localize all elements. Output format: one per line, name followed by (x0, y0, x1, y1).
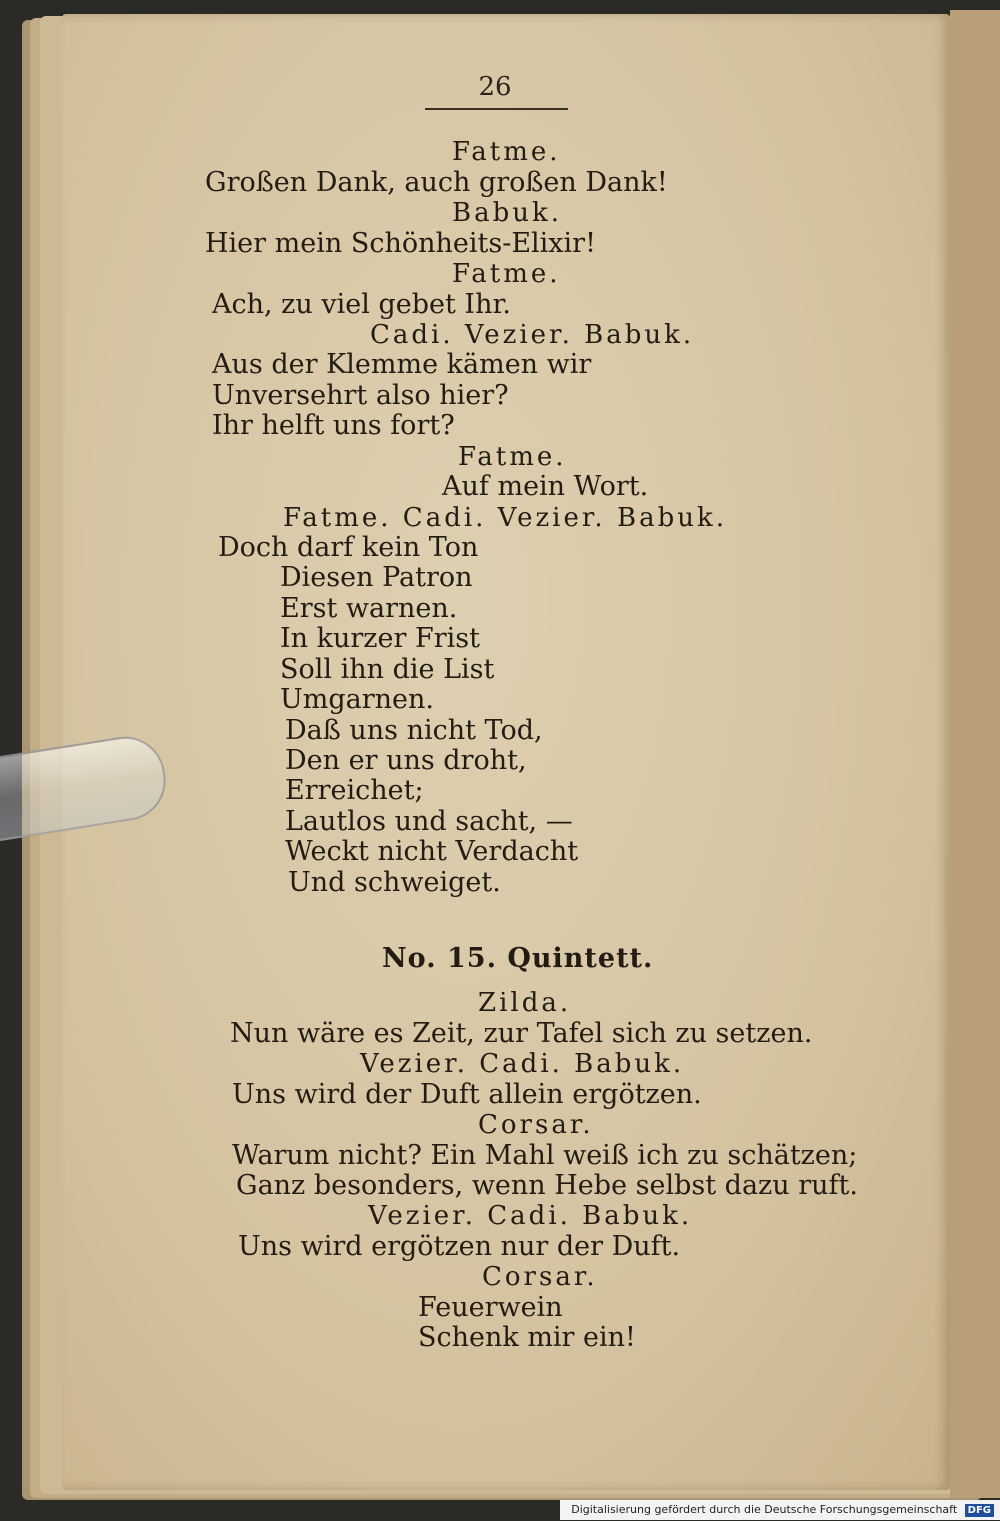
verse-line: Nun wäre es Zeit, zur Tafel sich zu setzen. (230, 1018, 813, 1049)
verse-line: Ach, zu viel gebet Ihr. (212, 289, 511, 320)
verse-line: Feuerwein (418, 1292, 563, 1323)
verse-line: Uns wird ergötzen nur der Duft. (238, 1231, 681, 1262)
verse-line: Daß uns nicht Tod, (285, 715, 543, 746)
dfg-logo: DFG (965, 1504, 994, 1517)
section-heading: No. 15. Quintett. (382, 943, 654, 974)
speaker-label: Vezier. Cadi. Babuk. (360, 1049, 685, 1079)
speaker-label: Fatme. Cadi. Vezier. Babuk. (283, 503, 727, 533)
verse-line: Lautlos und sacht, — (285, 806, 573, 837)
verse-line: Auf mein Wort. (442, 471, 649, 502)
verse-line: Großen Dank, auch großen Dank! (205, 167, 668, 198)
verse-line: Ganz besonders, wenn Hebe selbst dazu ruft. (236, 1170, 858, 1201)
verse-line: Warum nicht? Ein Mahl weiß ich zu schätzen; (232, 1140, 858, 1171)
digitization-footer (560, 1500, 1000, 1520)
verse-line: Erst warnen. (280, 593, 458, 624)
verse-line: Den er uns droht, (285, 745, 527, 776)
facing-page-edge (950, 10, 1000, 1498)
verse-line: Unversehrt also hier? (212, 380, 509, 411)
speaker-label: Vezier. Cadi. Babuk. (368, 1201, 693, 1231)
verse-line: In kurzer Frist (280, 623, 480, 654)
speaker-label: Fatme. (452, 137, 561, 167)
verse-line: Hier mein Schönheits-Elixir! (205, 228, 596, 259)
verse-line: Diesen Patron (280, 562, 473, 593)
footer-text: Digitalisierung gefördert durch die Deutsche Forschungsgemeinschaft (571, 1503, 958, 1516)
verse-line: Und schweiget. (288, 867, 501, 898)
speaker-label: Corsar. (482, 1262, 598, 1292)
verse-line: Soll ihn die List (280, 654, 495, 685)
verse-line: Schenk mir ein! (418, 1322, 636, 1353)
speaker-label: Fatme. (458, 442, 567, 472)
page-number: 26 (478, 72, 512, 102)
speaker-label: Cadi. Vezier. Babuk. (370, 320, 695, 350)
verse-line: Ihr helft uns fort? (212, 410, 455, 441)
verse-line: Weckt nicht Verdacht (285, 836, 579, 867)
verse-line: Uns wird der Duft allein ergötzen. (232, 1079, 702, 1110)
verse-line: Umgarnen. (280, 684, 434, 715)
speaker-label: Babuk. (452, 198, 563, 228)
speaker-label: Corsar. (478, 1110, 594, 1140)
speaker-label: Fatme. (452, 259, 561, 289)
header-rule (425, 108, 568, 110)
speaker-label: Zilda. (478, 988, 572, 1018)
verse-line: Erreichet; (285, 775, 424, 806)
verse-line: Aus der Klemme kämen wir (212, 349, 592, 380)
verse-line: Doch darf kein Ton (218, 532, 479, 563)
